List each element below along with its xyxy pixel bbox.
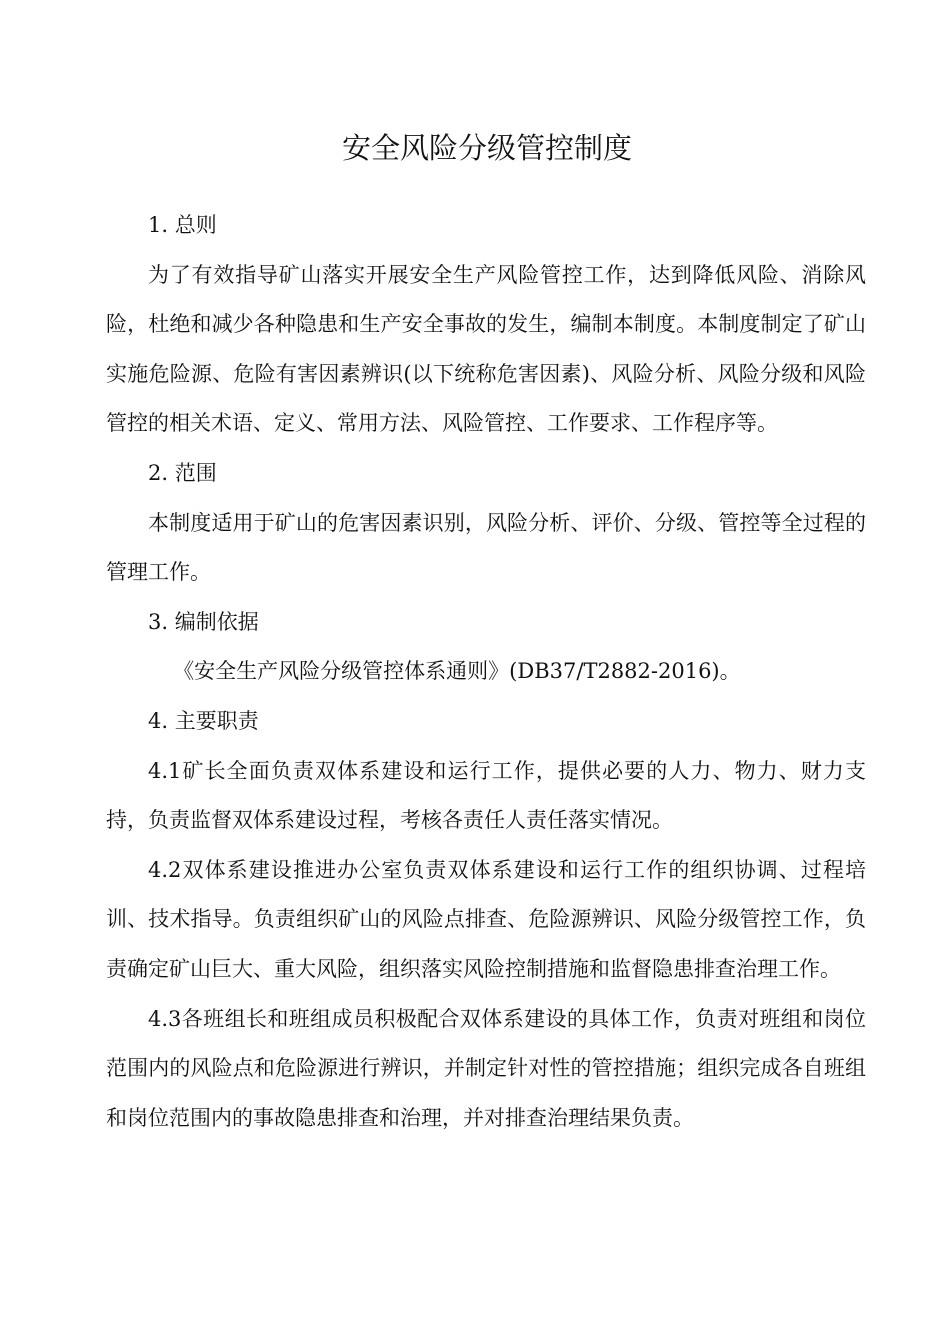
document-body (106, 201, 866, 1143)
section-heading-basis: 3. 编制依据 (148, 609, 259, 634)
paragraph-responsibility-4-2: 4.2双体系建设推进办公室负责双体系建设和运行工作的组织协调、过程培训、技术指导。负责组织矿山的风险点排查、危险源辨识、风险分级管控工作，负责确定矿山巨大、重大风险，组织落实风险控制措施和监督隐患排查治理工作。 (106, 857, 866, 981)
paragraph-responsibility-4-1: 4.1矿长全面负责双体系建设和运行工作，提供必要的人力、物力、财力支持，负责监督双体系建设过程，考核各责任人责任落实情况。 (106, 758, 866, 833)
paragraph-basis: 《安全生产风险分级管控体系通则》(DB37/T2882-2016)。 (173, 659, 741, 684)
section-heading-general: 1. 总则 (148, 213, 217, 237)
paragraph-scope: 本制度适用于矿山的危害因素识别，风险分析、评价、分级、管控等全过程的管理工作。 (106, 510, 866, 585)
document-title: 安全风险分级管控制度 (341, 131, 632, 165)
section-heading-responsibilities: 4. 主要职责 (148, 708, 259, 733)
paragraph-responsibility-4-3: 4.3各班组长和班组成员积极配合双体系建设的具体工作，负责对班组和岗位范围内的风险点和危险源进行辨识，并制定针对性的管控措施；组织完成各自班组和岗位范围内的事故隐患排查和治理，并对排查治理结果负责。 (106, 1006, 866, 1130)
section-heading-scope: 2. 范围 (148, 460, 217, 485)
paragraph-general: 为了有效指导矿山落实开展安全生产风险管控工作，达到降低风险、消除风险，杜绝和减少各种隐患和生产安全事故的发生，编制本制度。本制度制定了矿山实施危险源、危险有害因素辨识(以下统称危害因素)、风险分析、风险分级和风险管控的相关术语、定义、常用方法、风险管控、工作要求、工作程序等。 (106, 262, 866, 436)
